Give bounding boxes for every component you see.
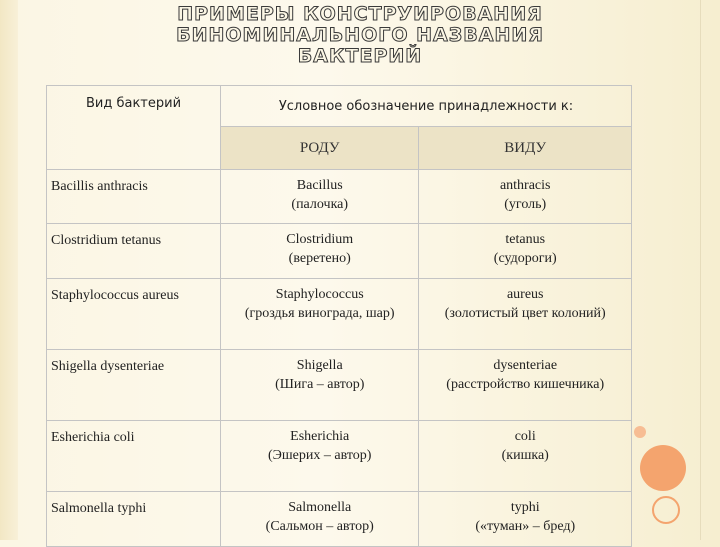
title-line-2: БИНОМИНАЛЬНОГО НАЗВАНИЯ xyxy=(176,24,544,46)
species-name: Staphylococcus aureus xyxy=(47,279,221,350)
species-cell xyxy=(419,350,632,421)
species-name: Shigella dysenteriae xyxy=(47,350,221,421)
genus-cell xyxy=(221,350,419,421)
right-decor-rule xyxy=(700,0,701,540)
species-note: (расстройство кишечника) xyxy=(446,377,605,392)
decor-small-dot xyxy=(634,426,646,438)
species-cell xyxy=(419,492,632,547)
table-row xyxy=(47,224,632,279)
species-note: (золотистый цвет колоний) xyxy=(444,306,606,321)
genus-note: (Сальмон – автор) xyxy=(265,519,374,534)
genus-cell xyxy=(221,224,419,279)
species-cell xyxy=(419,279,632,350)
genus-note: (Эшерих – автор) xyxy=(267,448,372,463)
header-group: Условное обозначение принадлежности к: xyxy=(221,86,632,127)
left-decor-band xyxy=(0,0,18,540)
species-cell xyxy=(419,170,632,224)
genus-cell xyxy=(221,170,419,224)
decor-orange-circle xyxy=(640,445,686,491)
genus-note: (веретено) xyxy=(288,251,351,266)
genus-name: Staphylococcus xyxy=(275,287,364,302)
header-species: Вид бактерий xyxy=(47,86,221,170)
species-name: Esherichia coli xyxy=(47,421,221,492)
species-epithet: anthracis xyxy=(499,178,551,193)
genus-name: Bacillus xyxy=(296,178,343,193)
species-note: (уголь) xyxy=(504,197,547,212)
table-row xyxy=(47,170,632,224)
decor-orange-ring xyxy=(652,496,680,524)
header-genus: РОДУ xyxy=(221,127,419,170)
species-name: Bacillis anthracis xyxy=(47,170,221,224)
genus-name: Esherichia xyxy=(290,429,350,444)
species-note: («туман» – бред) xyxy=(475,519,576,534)
genus-name: Clostridium xyxy=(286,232,354,247)
species-epithet: typhi xyxy=(510,500,540,515)
species-name: Salmonella typhi xyxy=(47,492,221,547)
title-line-3: БАКТЕРИЙ xyxy=(297,45,423,67)
genus-note: (гроздья винограда, шар) xyxy=(244,306,395,321)
bacteria-naming-table xyxy=(46,85,632,547)
header-row xyxy=(47,86,632,127)
slide-title xyxy=(60,4,660,67)
species-cell xyxy=(419,224,632,279)
header-species-epithet: ВИДУ xyxy=(419,127,632,170)
genus-name: Shigella xyxy=(296,358,343,373)
table-row xyxy=(47,279,632,350)
species-epithet: tetanus xyxy=(505,232,546,247)
title-line-1: ПРИМЕРЫ КОНСТРУИРОВАНИЯ xyxy=(177,3,543,25)
species-epithet: coli xyxy=(514,429,536,444)
species-note: (судороги) xyxy=(493,251,557,266)
genus-name: Salmonella xyxy=(288,500,352,515)
species-epithet: aureus xyxy=(506,287,544,302)
table-row xyxy=(47,492,632,547)
genus-cell xyxy=(221,492,419,547)
table-row xyxy=(47,421,632,492)
genus-cell xyxy=(221,421,419,492)
species-name: Clostridium tetanus xyxy=(47,224,221,279)
table-row xyxy=(47,350,632,421)
species-epithet: dysenteriae xyxy=(493,358,558,373)
genus-note: (Шига – автор) xyxy=(275,377,365,392)
species-note: (кишка) xyxy=(501,448,549,463)
genus-note: (палочка) xyxy=(291,197,349,212)
species-cell xyxy=(419,421,632,492)
genus-cell xyxy=(221,279,419,350)
